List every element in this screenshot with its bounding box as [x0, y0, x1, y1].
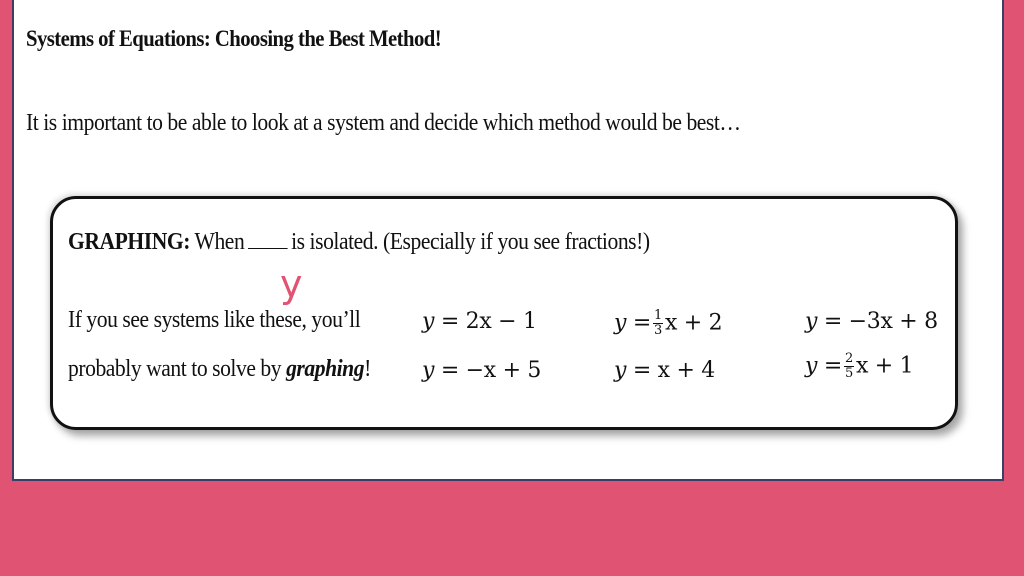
handwritten-answer: y — [280, 262, 303, 306]
fraction — [844, 352, 854, 381]
equation-row2-col3 — [805, 352, 913, 381]
equation-row2-col1 — [422, 358, 541, 383]
graphing-heading — [68, 228, 650, 256]
heading-rest: is isolated. (Especially if you see fractions!) — [291, 229, 650, 255]
page-title: Systems of Equations: Choosing the Best Method! — [26, 26, 442, 51]
intro-text: It is important to be able to look at a system and decide which method would be best… — [26, 110, 741, 136]
line2-emphasis: graphing — [286, 356, 365, 382]
eq-rhs: = −3x + 8 — [817, 309, 938, 334]
line2-after: ! — [364, 356, 371, 382]
eq-rhs: = x + 4 — [626, 358, 715, 383]
heading-when: When — [194, 229, 245, 255]
fraction-denominator: 3 — [653, 323, 662, 338]
eq-lhs: y — [422, 309, 435, 334]
graphing-label: GRAPHING: — [68, 229, 190, 255]
eq-equals: = — [817, 353, 842, 379]
line2-before: probably want to solve by — [68, 356, 282, 382]
eq-rhs: = −x + 5 — [434, 358, 542, 383]
eq-equals: = — [626, 310, 651, 336]
fill-in-blank — [248, 228, 288, 249]
eq-lhs: y — [422, 358, 435, 383]
eq-rest: x + 1 — [855, 353, 914, 379]
eq-rhs: = 2x − 1 — [434, 309, 537, 334]
fraction-numerator: 2 — [844, 351, 853, 366]
eq-rest: x + 2 — [664, 310, 723, 336]
eq-lhs: y — [614, 358, 627, 383]
fraction — [653, 309, 663, 338]
equation-row1-col1 — [422, 309, 537, 334]
equation-row2-col2 — [614, 358, 715, 383]
explanation-line-1: If you see systems like these, you’ll — [68, 307, 361, 333]
fraction-numerator: 1 — [653, 308, 662, 323]
equation-row1-col2 — [614, 309, 722, 338]
eq-lhs: y — [805, 353, 818, 379]
eq-lhs: y — [805, 309, 818, 334]
eq-lhs: y — [614, 310, 627, 336]
fraction-denominator: 5 — [844, 366, 853, 381]
explanation-line-2 — [68, 356, 371, 383]
equation-row1-col3 — [805, 309, 938, 334]
